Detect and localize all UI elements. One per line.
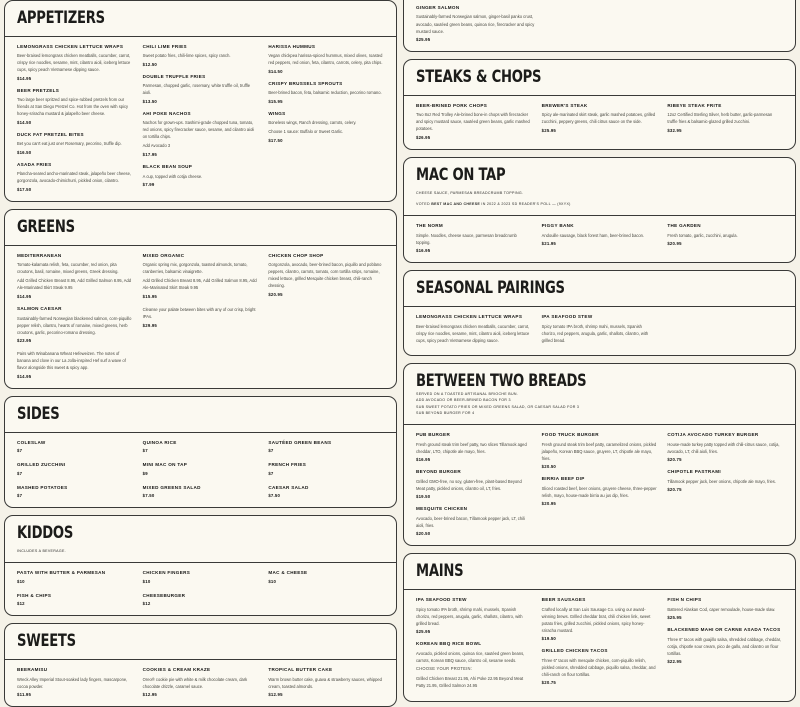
- menu-item: [542, 597, 658, 641]
- menu-item-name: CHILI LIME FRIES: [142, 43, 187, 49]
- menu-item-name: GRILLED ZUCCHINI: [17, 462, 66, 468]
- menu-item-name: BEER-BRINED PORK CHOPS: [416, 102, 488, 108]
- menu-item-name: LEMONGRASS CHICKEN LETTUCE WRAPS: [17, 43, 124, 49]
- menu-column: [268, 440, 384, 498]
- menu-item-description: Sliced roasted beef, beer onions, gruyere cheese, three-pepper relish, mayo, house-made birria au jus dip, fries.: [541, 485, 657, 498]
- menu-item-name: FOOD TRUCK BURGER: [541, 432, 599, 438]
- header-note-line: SUB BEYOND BURGER FOR 4: [416, 411, 475, 415]
- menu-item-price: $13.50: [142, 98, 158, 104]
- right-column: [403, 0, 796, 688]
- menu-item-price: $17.50: [268, 138, 283, 144]
- menu-item-name: QUINOA RICE: [142, 439, 177, 445]
- menu-item: [416, 506, 532, 536]
- menu-item-name: FISH & CHIPS: [17, 592, 52, 598]
- menu-item-price: $25.95: [667, 615, 682, 621]
- menu-item-price: $23.95: [17, 338, 32, 344]
- menu-item-name: BEERAMISU: [17, 667, 48, 673]
- section-title: APPETIZERS: [17, 8, 105, 28]
- menu-column: [416, 597, 532, 692]
- menu-item: [416, 597, 532, 634]
- breads-grid: [404, 425, 795, 545]
- menu-item-description: Spicy tomato IPA broth, shrimp mahi, mussels, Spanish chorizo, red peppers, arugula, garlic, shallots, cilantro, with grilled bread.: [416, 606, 523, 626]
- menu-item-subnote: CHOOSE YOUR PROTEIN:: [416, 666, 473, 672]
- header-note-line: SERVED ON A TOASTED ARTISANAL BRIOCHE BUN.: [416, 392, 519, 397]
- menu-item-description: Gorgonzola, avocado, beer-brined bacon, piquillo and poblano peppers, cilantro, carrots, tomato, corn tortilla strips, romaine, mixed lettuce, grilled Mesquite chicken breast, chili-ranch dressing.: [268, 262, 382, 289]
- section-sides: [4, 396, 397, 508]
- menu-item-name: KOREAN BBQ RICE BOWL: [416, 641, 482, 647]
- menu-item-description: Beer-braised lemongrass chicken meatballs, cucumber, carrot, crispy rice noodles, sesame, mint, cilantro aioli, iceberg lettuce cups, spicy peach Vietnamese dipping sauce.: [17, 53, 131, 73]
- menu-item-description: Tomato-kalamata relish, feta, cucumber, red onion, pita croutons, basil, romaine, mixed greens, Greek dressing.: [17, 262, 119, 275]
- menu-item: [143, 164, 259, 187]
- menu-column: [143, 667, 259, 697]
- menu-item-description: House-made turkey patty topped with chili-citrus sauce, cotija, avocado, LT, chili aioli, fries.: [667, 441, 780, 454]
- menu-item-description: Avocado, pickled onions, quinoa rice, sautéed green beans, carrots, Korean BBQ sauce, cilantro oil, sesame seeds.: [416, 650, 525, 663]
- menu-item-name: SALMON CAESAR: [17, 306, 62, 312]
- menu-item-price: $7: [17, 448, 23, 454]
- menu-item-description: Vegan chickpea harissa-spiced hummus, mixed olives, roasted red peppers, red onion, feta, cilantro, carrots, celery, pita chips.: [268, 53, 383, 66]
- section-seasonal-pairings: [403, 270, 796, 356]
- menu-item-price: $26.95: [416, 134, 431, 140]
- section-title: MAC ON TAP: [416, 164, 506, 185]
- header-note-line: ADD AVOCADO OR BEER-BRINED BACON FOR 3: [416, 398, 511, 403]
- menu-item: [143, 44, 259, 67]
- menu-item: [667, 432, 783, 462]
- section-steaks-chops: [403, 59, 796, 150]
- menu-column: [17, 44, 133, 192]
- menu-item-price: $20.50: [416, 531, 431, 537]
- menu-item: [17, 440, 133, 453]
- menu-item-description: Sustainably-farmed Norwegian blackened salmon, corn-piquillo pepper relish, cilantro, hearts of romaine, mixed greens, herb croutons, garlic, pecorino-romano dressing.: [17, 315, 132, 335]
- menu-item: [143, 462, 259, 475]
- menu-item-price: $25.95: [416, 37, 431, 43]
- menu-item: [17, 44, 133, 81]
- menu-item: [17, 570, 133, 583]
- greens-header: [5, 210, 396, 246]
- section-seafood-continued: [403, 0, 796, 52]
- menu-item-description: Wreck Alley Imperial Stout-soaked lady fingers, mascarpone, cocoa powder.: [17, 676, 128, 689]
- menu-item-description: Parmesan, chopped garlic, rosemary, white truffle oil, truffle aioli.: [142, 83, 251, 96]
- menu-item-description: Simple. Noodles, cheese sauce, parmesan breadcrumb topping.: [416, 232, 517, 245]
- menu-item-name: PIGGY BANK: [541, 223, 574, 229]
- menu-item-description: Cleanse your palate between bites with any of our crisp, bright IPAs.: [142, 307, 256, 320]
- menu-item: [268, 44, 384, 74]
- menu-item-name: ASADA FRIES: [17, 161, 52, 167]
- menu-item-description: Two 8oz Red Trolley Ale-brined bone-in chops with firecracker and spicy mustard sauce, sautéed green beans, garlic mashed potatoes.: [416, 112, 530, 132]
- menu-item: [542, 476, 658, 506]
- menu-item: [143, 667, 259, 697]
- kiddos-header: [5, 516, 396, 563]
- menu-item-name: WINGS: [268, 110, 286, 116]
- menu-item-name: COTIJA AVOCADO TURKEY BURGER: [667, 432, 759, 438]
- section-mains: [403, 553, 796, 702]
- menu-item: [143, 74, 259, 104]
- menu-item: [17, 350, 133, 379]
- menu-item-name: BEER SAUSAGES: [541, 597, 586, 603]
- menu-column: [667, 103, 783, 140]
- menu-item-price: $7: [17, 470, 23, 476]
- menu-column: [416, 5, 538, 42]
- menu-item-name: FISH N CHIPS: [667, 597, 702, 603]
- menu-item-description: Plancha-seared ancho-marinated steak, jalapeño beer cheese, gorgonzola, avocado-chimichurri, pickled onion, cilantro.: [17, 171, 132, 184]
- menu-item-description: Oreo® cookie pie with white & milk chocolate cream, dark chocolate drizzle, caramel sauce.: [142, 676, 248, 689]
- menu-item-price: $32.95: [667, 127, 682, 133]
- seafood-grid: [404, 0, 795, 51]
- menu-item-price: $7.99: [142, 182, 155, 188]
- menu-item-name: MIXED GREENS SALAD: [142, 484, 201, 490]
- menu-column: [143, 253, 259, 379]
- menu-item-price: $12: [17, 601, 25, 607]
- menu-item-description: Organic spring mix, gorgonzola, toasted almonds, tomato, cranberries, balsamic vinaigrette.: [142, 262, 248, 275]
- menu-item-name: IPA SEAFOOD STEW: [541, 314, 593, 320]
- mac-note-post: IN 2022 & 2023 SD READER'S POLL — (9XYX): [480, 202, 571, 207]
- menu-item-name: SAUTÉED GREEN BEANS: [268, 439, 332, 445]
- menu-item: [143, 593, 259, 606]
- sides-header: [5, 397, 396, 433]
- menu-item-description: Fresh ground steak trim beef patty, two slices Tillamook aged cheddar, LTO, chipotle ale mayo, fries.: [416, 441, 527, 454]
- menu-item: [268, 111, 384, 143]
- menu-column: [268, 253, 384, 379]
- mac-header: [404, 158, 795, 216]
- menu-item-name: CHEESEBURGER: [142, 592, 186, 598]
- section-sweets: [4, 623, 397, 707]
- mains-grid: [404, 590, 795, 701]
- menu-item-name: CAESAR SALAD: [268, 484, 309, 490]
- menu-item-name: GINGER SALMON: [416, 5, 460, 10]
- menu-item-subnote: Choose 1 sauce: Buffalo or Sweet Garlic.: [268, 128, 344, 134]
- menu-column: [667, 314, 783, 346]
- menu-item-description: Battered Alaskan Cod, caper remoulade, house-made slaw.: [667, 606, 776, 612]
- menu-item: [416, 432, 532, 462]
- menu-column: [268, 570, 384, 606]
- menu-item-description: Grilled GMO-free, no soy, gluten-free, plant-based Beyond Meat patty, pickled onions, cilantro oil, LT, fries.: [416, 478, 522, 491]
- menu-item-price: $12.95: [268, 692, 283, 698]
- menu-item-subnote: Grilled Chicken Breast 21.95, Ahi Poke 22.95 Beyond Meat Patty 21.95, Grilled Salmon 24.95: [416, 675, 524, 688]
- menu-item-price: $7: [17, 493, 23, 499]
- menu-item-description: Pairs with Winabanana Wheat Hefeweizen. The notes of banana and clove in our La Jolla-inspired Hef surf a wave of flavor alongside this sweet & spicy app.: [17, 351, 126, 371]
- menu-column: [542, 314, 658, 346]
- menu-item-description: Fresh tomato, garlic, zucchini, arugula.: [667, 232, 738, 238]
- appetizers-grid: [5, 37, 396, 201]
- section-title: SIDES: [17, 403, 60, 424]
- menu-item-price: $17.50: [17, 187, 32, 192]
- menu-item-name: CRISPY BRUSSELS SPROUTS: [268, 80, 343, 86]
- menu-item-name: MINI MAC ON TAP: [142, 462, 188, 468]
- menu-column: [268, 44, 384, 192]
- menu-item-name: IPA SEAFOOD STEW: [416, 597, 467, 603]
- menu-item-subnote: Add Grilled Chicken Breast 8.95, Add Grilled Salmon 8.95, Add Ale-Marinated Skirt Steak 9.95: [142, 277, 257, 290]
- menu-item: [542, 103, 658, 133]
- menu-item-price: $20.95: [541, 501, 557, 507]
- menu-item: [143, 253, 259, 299]
- menu-item-name: BEER PRETZELS: [17, 87, 60, 93]
- menu-item: [143, 485, 259, 498]
- menu-item-price: $20.95: [667, 241, 682, 247]
- menu-item-price: $15.95: [268, 98, 283, 104]
- menu-item-price: $14.50: [268, 68, 283, 74]
- section-title: MAINS: [416, 561, 464, 582]
- menu-item-name: MASHED POTATOES: [17, 484, 68, 490]
- menu-column: [416, 314, 532, 346]
- menu-item-price: $12: [142, 601, 151, 607]
- menu-item: [17, 132, 133, 155]
- menu-column: [17, 440, 133, 498]
- menu-item-name: BREWER'S STEAK: [541, 102, 588, 108]
- menu-column: [667, 223, 783, 253]
- menu-item-price: $25.95: [541, 127, 557, 133]
- steaks-header: [404, 60, 795, 96]
- menu-item: [17, 253, 133, 299]
- section-mac-on-tap: [403, 157, 796, 263]
- section-greens: [4, 209, 397, 389]
- menu-item-description: Avocado, beer-brined bacon, Tillamook pepper jack, LT, chili aioli, fries.: [416, 515, 525, 528]
- menu-column: [143, 44, 259, 192]
- menu-item: [268, 462, 384, 475]
- menu-item-description: Beer-braised lemongrass chicken meatballs, cucumber, carrot, crispy rice noodles, sesame, mint, cilantro aioli, iceberg lettuce cups, spicy peach Vietnamese dipping sauce.: [416, 323, 530, 343]
- menu-item-price: $14.95: [17, 373, 32, 379]
- menu-item: [416, 641, 532, 689]
- menu-item: [143, 570, 259, 583]
- menu-item-price: $10: [268, 578, 277, 584]
- menu-item-price: $20.75: [667, 457, 682, 463]
- section-title: SWEETS: [17, 631, 76, 652]
- menu-item-name: THE NORM: [416, 223, 444, 229]
- menu-column: [143, 570, 259, 606]
- menu-item: [17, 162, 133, 192]
- sides-grid: [5, 433, 396, 507]
- menu-column: [542, 103, 658, 140]
- menu-item: [143, 111, 259, 158]
- menu-item-name: DOUBLE TRUFFLE FRIES: [142, 73, 206, 79]
- menu-item-name: BEYOND BURGER: [416, 469, 461, 475]
- menu-item: [268, 81, 384, 104]
- menu-item: [416, 469, 532, 499]
- menu-column: [416, 103, 532, 140]
- menu-item-description: Two large beer spritzed and spice-rubbed pretzels from our friends at San Diego Pretzel Co. Hot from the oven with spicy honey-sriracha mustard & jalapeño beer cheese.: [17, 97, 129, 117]
- menu-item-name: CHIPOTLE PASTRAMI: [667, 469, 721, 475]
- sweets-grid: [5, 660, 396, 706]
- menu-item-description: Fresh ground steak trim beef patty, caramelized onions, pickled jalapeño, Korean BBQ sauce, gruyere, LT, chipotle ale mayo, fries.: [541, 441, 657, 461]
- seasonal-header: [404, 271, 795, 307]
- menu-item-description: Warm brown butter cake, guava & strawberry sauces, whipped cream, toasted almonds.: [268, 676, 382, 689]
- menu-column: [542, 432, 658, 536]
- menu-item-name: AHI POKE NACHOS: [142, 110, 191, 116]
- menu-column: [268, 667, 384, 697]
- menu-item: [542, 223, 658, 246]
- menu-item: [17, 485, 133, 498]
- menu-item-price: $12.50: [142, 61, 158, 67]
- menu-item-description: Spicy ale-marinated skirt steak, garlic mashed potatoes, grilled zucchini, peppery greens, chili citrus sauce on the side.: [541, 112, 656, 125]
- mac-note-line2: [416, 201, 783, 207]
- section-kiddos: [4, 515, 397, 616]
- menu-item-price: $20.95: [268, 291, 283, 297]
- menu-item-price: $21.95: [541, 241, 557, 247]
- menu-item: [143, 440, 259, 453]
- menu-item: [268, 667, 384, 697]
- menu-item-price: $7.50: [142, 493, 155, 499]
- menu-item: [542, 648, 658, 685]
- menu-item-name: DUCK FAT PRETZEL BITES: [17, 131, 84, 137]
- menu-item-name: GRILLED CHICKEN TACOS: [541, 648, 608, 654]
- mac-grid: [404, 216, 795, 262]
- menu-item-description: Beer-brined bacon, feta, balsamic reduction, pecorino romano.: [268, 90, 382, 96]
- mac-note-pre: VOTED: [416, 202, 432, 207]
- menu-item-description: A cup, topped with cotija cheese.: [142, 173, 203, 179]
- section-title: BETWEEN TWO BREADS: [416, 371, 587, 392]
- menu-column: [542, 223, 658, 253]
- menu-item-name: HARISSA HUMMUS: [268, 43, 316, 49]
- menu-item-price: $25.95: [416, 629, 431, 635]
- menu-item-price: $7: [268, 470, 274, 476]
- menu-item-price: $20.75: [667, 487, 682, 493]
- sweets-header: [5, 624, 396, 660]
- menu-item-description: Andouille sausage, black forest ham, beer-brined bacon.: [541, 232, 645, 238]
- menu-item-name: BLACK BEAN SOUP: [142, 164, 193, 170]
- menu-item-price: $14.95: [17, 294, 32, 300]
- left-column: [4, 0, 397, 698]
- mains-header: [404, 554, 795, 590]
- menu-item-price: $7: [268, 448, 274, 454]
- menu-item-name: BIRRIA BEEF DIP: [541, 476, 585, 482]
- menu-item-name: COLESLAW: [17, 439, 46, 445]
- menu-item: [17, 88, 133, 125]
- menu-item: [268, 440, 384, 453]
- menu-item-name: CHICKEN FINGERS: [142, 570, 191, 576]
- greens-grid: [5, 246, 396, 388]
- menu-item-description: Boneless wings, Ranch dressing, carrots, celery.: [268, 120, 357, 126]
- menu-item-name: MIXED ORGANIC: [142, 252, 185, 258]
- menu-item: [542, 314, 658, 344]
- menu-item-price: $22.95: [667, 659, 682, 665]
- menu-item: [542, 432, 658, 469]
- section-title: KIDDOS: [17, 523, 74, 544]
- menu-item-description: Sweet potato fries, chili-lime spices, spicy ranch.: [142, 53, 231, 59]
- menu-item-price: $10: [17, 578, 25, 584]
- menu-item-name: MAC & CHEESE: [268, 570, 308, 576]
- menu-column: [17, 570, 133, 606]
- menu-item-price: $14.50: [17, 119, 32, 125]
- menu-item-price: $14.95: [17, 75, 32, 81]
- header-note-line: SUB SWEET POTATO FRIES OR MIXED GREENS SALAD, OR CAESAR SALAD FOR 3: [416, 404, 580, 409]
- menu-item-description: Crafted locally at San Luis Sausage Co. using our award-winning brews. Grilled cheddar brat, chili chicken link, sweet potato fries, grilled zucchini, pickled onions, spicy honey-sriracha mustard.: [541, 606, 651, 633]
- menu-item: [416, 223, 532, 253]
- menu-column: [17, 667, 133, 697]
- appetizers-header: [5, 1, 396, 37]
- menu-item-subnote: Add Avocado 3: [142, 142, 171, 148]
- menu-item-price: $10: [142, 578, 151, 584]
- menu-column: [667, 432, 783, 536]
- menu-item-price: $11.95: [17, 692, 32, 698]
- menu-column: [17, 253, 133, 379]
- menu-item-name: FRENCH FRIES: [268, 462, 307, 468]
- menu-item: [667, 469, 783, 492]
- menu-item-price: $19.50: [416, 494, 431, 500]
- menu-item-name: TROPICAL BUTTER CAKE: [268, 667, 333, 673]
- menu-item: [416, 5, 538, 42]
- menu-column: [416, 432, 532, 536]
- menu-item-price: $7.50: [268, 493, 281, 499]
- menu-column: [667, 597, 783, 692]
- menu-item-name: RIBEYE STEAK FRITE: [667, 102, 722, 108]
- menu-item-price: $17.95: [142, 152, 158, 158]
- menu-item-description: Sustainably-farmed Norwegian salmon, ginger-basil panko crust, avocado, sautéed green beans, quinoa rice, firecracker and spicy mustard sauce.: [416, 14, 535, 34]
- menu-item: [17, 462, 133, 475]
- menu-item: [17, 306, 133, 343]
- menu-item: [17, 667, 133, 697]
- mac-note-award: BEST MAC AND CHEESE: [431, 202, 481, 207]
- breads-header: [404, 364, 795, 425]
- menu-item-name: LEMONGRASS CHICKEN LETTUCE WRAPS: [416, 314, 523, 320]
- menu-item-description: Tillamook pepper jack, beer onions, chipotle ale mayo, fries.: [667, 478, 776, 484]
- menu-item: [268, 253, 384, 297]
- kiddos-note: INCLUDES A BEVERAGE.: [17, 549, 66, 554]
- menu-item-name: BLACKENED MAHI OR CARNE ASADA TACOS: [667, 627, 781, 633]
- menu-item-description: Spicy tomato IPA broth, shrimp mahi, mussels, Spanish chorizo, red peppers, arugula, garlic, shallots, cilantro, with grilled bread.: [541, 323, 649, 343]
- menu-column: [143, 440, 259, 498]
- menu-item: [143, 306, 259, 328]
- menu-item-name: PASTA WITH BUTTER & PARMESAN: [17, 570, 106, 576]
- menu-column: [542, 597, 658, 692]
- menu-item: [268, 570, 384, 583]
- section-between-two-breads: [403, 363, 796, 546]
- menu-item: [268, 485, 384, 498]
- menu-item: [667, 103, 783, 133]
- breads-notes: [416, 391, 783, 416]
- menu-item-subnote: Add Grilled Chicken Breast 8.95, Add Grilled Salmon 8.95, Add Ale-Marinated Skirt Steak 9.95: [17, 277, 132, 290]
- section-title: GREENS: [17, 217, 75, 237]
- menu-item-price: $16.50: [17, 149, 32, 155]
- menu-item-name: PUB BURGER: [416, 432, 451, 438]
- section-appetizers: [4, 0, 397, 202]
- menu-item-description: Bet you can't eat just one! Rosemary, pecorino, truffle dip.: [17, 141, 122, 147]
- section-title: SEASONAL PAIRINGS: [416, 278, 565, 299]
- menu-item-name: MEDITERRANEAN: [17, 252, 62, 258]
- menu-item-price: $16.95: [416, 248, 431, 254]
- kiddos-grid: [5, 563, 396, 615]
- menu-item-price: $20.75: [541, 680, 557, 686]
- seasonal-grid: [404, 307, 795, 355]
- menu-item-price: $9: [142, 470, 148, 476]
- menu-item-description: Three 6" tacos with guajillo salsa, shredded cabbage, cheddar, cotija, chipotle sour cream, pico de gallo, and cilantro on flour tortillas.: [667, 636, 781, 656]
- menu-item-name: THE GARDEN: [667, 223, 701, 229]
- menu-item: [416, 314, 532, 344]
- menu-item: [667, 223, 783, 246]
- menu-item: [667, 597, 783, 620]
- menu-item: [17, 593, 133, 606]
- menu-item-description: 12oz Certified Sterling Silver, herb butter, garlic-parmesan truffle fries & balsamic-glazed grilled zucchini.: [667, 112, 773, 125]
- steaks-grid: [404, 96, 795, 149]
- menu-item-price: $20.50: [541, 464, 557, 470]
- menu-item-name: COOKIES & CREAM KRAZE: [142, 667, 211, 673]
- menu-item-name: MESQUITE CHICKEN: [416, 506, 468, 512]
- menu-item: [416, 103, 532, 140]
- menu-item-name: CHICKEN CHOP SHOP: [268, 252, 324, 258]
- menu-item-price: $7: [142, 448, 148, 454]
- menu-item: [667, 627, 783, 664]
- menu-item-price: $12.95: [142, 692, 158, 698]
- menu-item-description: Three 6" tacos with mesquite chicken, corn-piquillo relish, pickled onions, shredded cabbage, piquillo salsa, cheddar, and chili-ranch on flour tortillas.: [541, 657, 656, 677]
- menu-item-price: $15.95: [142, 294, 158, 300]
- menu-column: [416, 223, 532, 253]
- menu-item-price: $29.95: [142, 322, 158, 328]
- menu-item-price: $19.50: [541, 636, 557, 642]
- section-title: STEAKS & CHOPS: [416, 67, 542, 88]
- menu-item-price: $16.95: [416, 457, 431, 463]
- mac-note-line1: CHEESE SAUCE, PARMESAN BREADCRUMB TOPPING.: [416, 190, 524, 195]
- menu-item-description: Nachos for grown-ups. Sashimi-grade chopped tuna, tomato, red onions, spicy firecracker sauce, sesame, and cilantro aioli on tortilla chips.: [142, 120, 255, 140]
